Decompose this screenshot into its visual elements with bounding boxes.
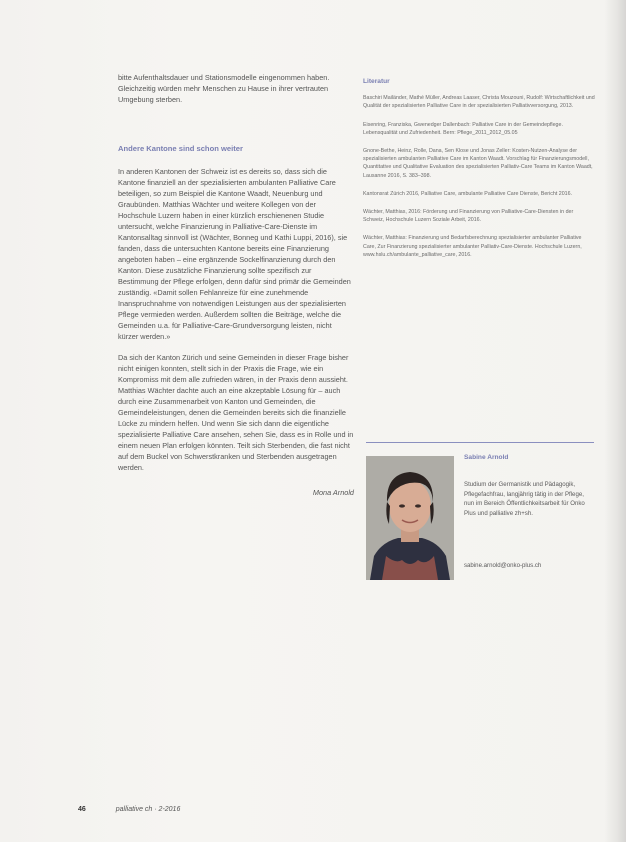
author-portrait	[366, 456, 454, 580]
literature-item: Kantonsrat Zürich 2016, Palliative Care, ambulante Palliative Care Dienste, Bericht 2016.	[363, 190, 573, 197]
main-article-column	[118, 72, 354, 498]
literature-item: Wächter, Matthias, 2016: Förderung und Finanzierung von Palliative-Care-Diensten in der Schweiz, Hochschule Luzern Soziale Arbeit, 2016.	[363, 209, 574, 224]
literature-column	[363, 78, 595, 269]
intro-paragraph: bitte Aufenthaltsdauer und Stationsmodelle eingenommen haben. Gleichzeitig würden mehr Menschen zu Hause in ihrer vertrauten Umgebung sterben.	[118, 73, 330, 104]
author-info-box	[366, 442, 594, 592]
page-number: 46	[78, 806, 86, 813]
body-paragraph-2: Da sich der Kanton Zürich und seine Gemeinden in dieser Frage bisher nicht einigen konnten, stellt sich in der Praxis die Frage, wie ein Kompromiss mit dem alle zufrieden wären, in der Praxis denn aussieht. Matthias Wächter dachte auch an eine akzeptable Lösung für – auch durch eine Zusammenarbeit von Kanton und Gemeinden, die Gemeindeleistungen, denen die Gemeinden bereits sich die finanzielle Lücke zu mindern helfen. Und wenn Sie sich dann die eigentliche spezialisierte Palliative Care ansehen, sehen Sie, dass es in Rolle und in einem neuen Plan erfolgen könnten. Teilt sich Sterbenden, die fast nicht auf dem Buckel von Schwerstkranken und Sterbenden ausgetragen werden.	[118, 353, 354, 472]
literature-item: Baschiri Mailänder, Mathé Müller, Andreas Laaser, Christa Mouzouni, Rudolf: Wirtschaftlichkeit und Qualität der spezialisierten Palliative Care in der spezialisierten Palliativversorgung, 2013.	[363, 95, 595, 110]
page-edge-shadow	[604, 0, 626, 842]
literature-item: Wächter, Matthias: Finanzierung und Bedarfsberechnung spezialisierter ambulanter Palliative Care, Zur Finanzierung spezialisierter ambulanter Palliativ-Care-Dienste. Hochschule Luzern, www.hslu.ch/ambulante_palliative_care, 2016.	[363, 235, 582, 258]
literature-item: Gnone-Bethe, Heinz, Rolle, Dana, Sen Klose und Jonas Zeller: Kosten-Nutzen-Analyse der spezialisierten ambulanten Palliative Care im Kanton Waadt. Vorschlag für Finanzierungsmodell, Quantitative und Qualitative Evaluation des spezialisierten Palliativ-Care Teams im Kanton Waadt, Lausanne 2016, S. 383–398.	[363, 148, 593, 179]
literature-heading: Literatur	[363, 78, 390, 85]
divider	[366, 442, 594, 443]
author-signature: Mona Arnold	[312, 488, 354, 497]
page-footer	[78, 806, 180, 813]
literature-item: Eisenring, Franziska, Gwenedger Dallenbach: Palliative Care in der Gemeindepflege. Lebensqualität und Zufriedenheit. Bern: Pflege_2011_2012_05.05	[363, 121, 563, 136]
author-bio: Studium der Germanistik und Pädagogik, Pflegefachfrau, langjährig tätig in der Pflege, nun im Bereich Öffentlichkeitsarbeit für Onko Plus und palliative zh+sh.	[464, 481, 585, 517]
body-paragraph-1: In anderen Kantonen der Schweiz ist es dereits so, dass sich die Kantone finanziell an der spezialisierten ambulanten Palliative Care beteiligen, so zum Beispiel die Kantone Waadt, Neuenburg und Graubünden. Matthias Wächter und weitere Kollegen von der Hochschule Luzern haben in einer kürzlich erschienenen Studie untersucht, welche Finanzierung in Palliative-Care-Dienste im Kantonsalltag sinnvoll ist (Wächter, Bonneg und Kathi Luppi, 2016), sie fanden, dass die untersuchten Kantone bereits eine Finanzierung angeboten haben – eine ergänzende Sockelfinanzierung durch den Kanton. Diese zusätzliche Finanzierung sollte spezifisch zur Bestimmung der Pflege erfolgen, denn dafür sind primär die Gemeinden zuständig. «Damit sollen Fehlanreize für eine zunehmende Inanspruchnahme von notwendigen Leistungen aus der spezialisierten Pflege vermieden werden. Außerdem sollten die Beiträge, welche die Gemeinden u.a. für Palliative-Care-Grundversorgung leisten, nicht kürzer werden.»	[118, 167, 351, 341]
publication-name: palliative ch · 2-2016	[115, 806, 181, 813]
author-name: Sabine Arnold	[464, 454, 509, 461]
author-email: sabine.arnold@onko-plus.ch	[464, 562, 542, 569]
section-heading: Andere Kantone sind schon weiter	[118, 144, 243, 153]
